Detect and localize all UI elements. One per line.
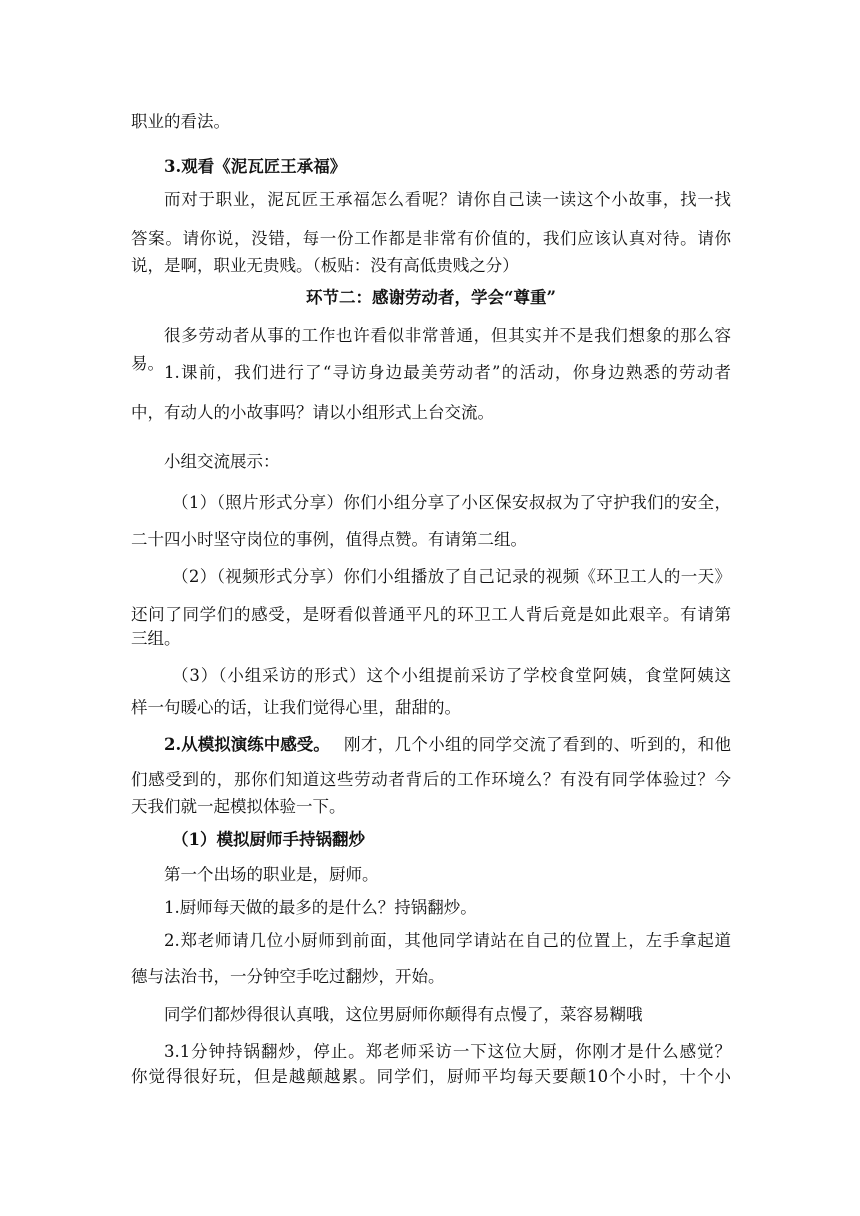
paragraph-line: 易。 <box>131 354 164 373</box>
paragraph-line: 1.厨师每天做的最多的是什么？持锅翻炒。 <box>164 898 477 917</box>
paragraph-line: （3）（小组采访的形式）这个小组提前采访了学校食堂阿姨，食堂阿姨这 <box>172 666 731 685</box>
paragraph-line: 刚才，几个小组的同学交流了看到的、听到的，和他 <box>344 735 731 754</box>
paragraph-line: 德与法治书，一分钟空手吃过翻炒，开始。 <box>131 967 445 986</box>
paragraph-line: 二十四小时坚守岗位的事例，值得点赞。有请第二组。 <box>131 530 527 549</box>
paragraph-line: 中，有动人的小故事吗？请以小组形式上台交流。 <box>131 403 494 422</box>
paragraph-line: 三组。 <box>131 629 181 648</box>
paragraph-line: 小组交流展示： <box>164 452 280 471</box>
paragraph-line: 同学们都炒得很认真哦，这位男厨师你颠得有点慢了，菜容易糊哦 <box>164 1005 643 1024</box>
section-heading: 3.观看《泥瓦匠王承福》 <box>164 157 347 176</box>
paragraph-line: （1）（照片形式分享）你们小组分享了小区保安叔叔为了守护我们的安全， <box>172 493 731 512</box>
paragraph-line: 1.课前，我们进行了“寻访身边最美劳动者”的活动，你身边熟悉的劳动者 <box>164 363 731 382</box>
paragraph-line: 还问了同学们的感受，是呀看似普通平凡的环卫工人背后竟是如此艰辛。有请第 <box>131 605 731 624</box>
paragraph-line: 天我们就一起模拟体验一下。 <box>131 797 346 816</box>
paragraph-line: 说，是啊，职业无贵贱。（板贴：没有高低贵贱之分） <box>131 256 519 275</box>
paragraph-line: 而对于职业，泥瓦匠王承福怎么看呢？请你自己读一读这个小故事，找一找 <box>164 190 731 209</box>
paragraph-line: 3.1分钟持锅翻炒，停止。郑老师采访一下这位大厨，你刚才是什么感觉？ <box>164 1042 731 1061</box>
paragraph-line: 2.郑老师请几位小厨师到前面，其他同学请站在自己的位置上，左手拿起道 <box>164 931 731 950</box>
subsection-heading: （1）模拟厨师手持锅翻炒 <box>172 830 365 849</box>
paragraph-line: 第一个出场的职业是，厨师。 <box>164 865 379 884</box>
paragraph-line: （2）（视频形式分享）你们小组播放了自己记录的视频《环卫工人的一天》 <box>172 567 731 586</box>
section-title: 环节二：感谢劳动者，学会“尊重” <box>306 288 556 307</box>
paragraph-line: 们感受到的，那你们知道这些劳动者背后的工作环境么？有没有同学体验过？今 <box>131 770 731 789</box>
paragraph-line: 答案。请你说，没错，每一份工作都是非常有价值的，我们应该认真对待。请你 <box>131 229 731 248</box>
paragraph-line: 样一句暖心的话，让我们觉得心里，甜甜的。 <box>131 698 461 717</box>
paragraph-line: 职业的看法。 <box>131 112 230 131</box>
subsection-heading: 2.从模拟演练中感受。 <box>164 735 330 754</box>
paragraph-line: 很多劳动者从事的工作也许看似非常普通，但其实并不是我们想象的那么容 <box>164 326 731 345</box>
paragraph-line: 你觉得很好玩，但是越颠越累。同学们，厨师平均每天要颠10个小时，十个小 <box>131 1067 731 1086</box>
